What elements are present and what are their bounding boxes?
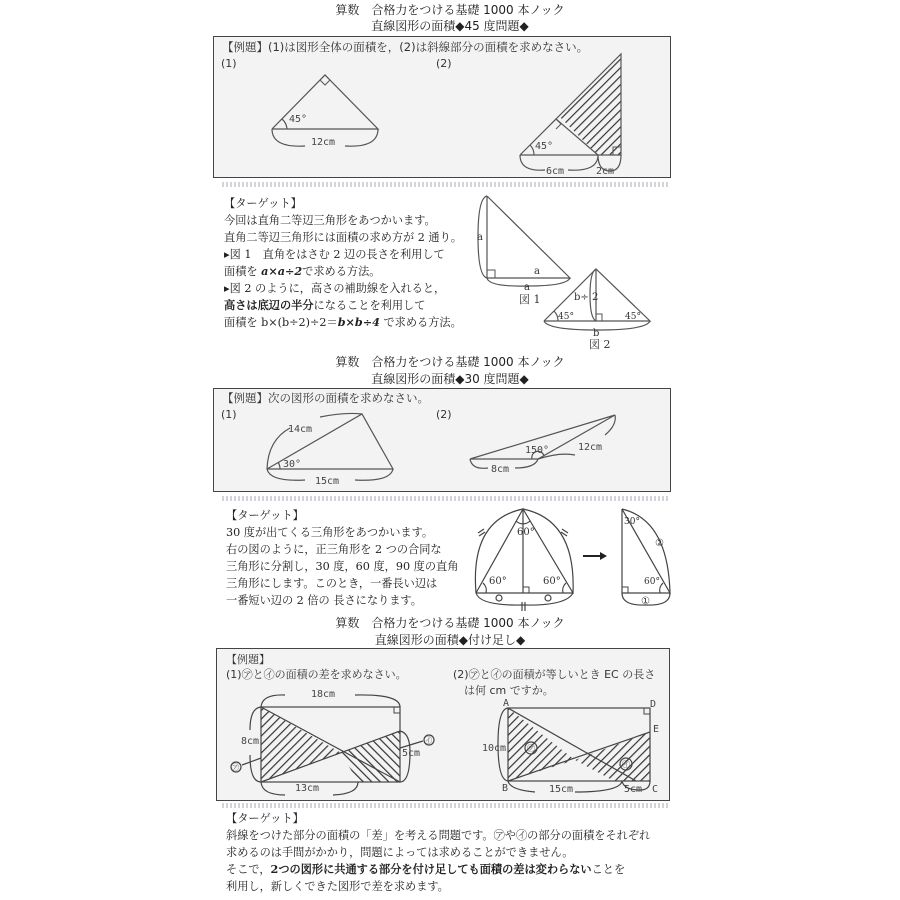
section3-subtitle: 直線図形の面積◆付け足し◆ (374, 633, 526, 647)
section1-target (224, 195, 462, 331)
svg-text:B: B (502, 783, 509, 794)
svg-text:12cm: 12cm (578, 442, 603, 453)
part1-text: (1)㋐と㋑の面積の差を求めなさい。 (226, 668, 407, 681)
part2-label: (2) (436, 57, 452, 70)
section3-title: 算数 合格力をつける基礎 1000 本ノック (335, 616, 565, 630)
part2-label: (2) (436, 408, 452, 421)
part1-label: (1) (221, 57, 237, 70)
example-heading: 【例題】次の図形の面積を求めなさい。 (222, 391, 429, 405)
target-line: 30 度が出てくる三角形をあつかいます。 (226, 526, 434, 539)
svg-text:図 2: 図 2 (589, 338, 611, 351)
svg-text:8cm: 8cm (241, 736, 260, 747)
part2-text: は何 cm ですか。 (464, 684, 554, 697)
svg-text:a: a (534, 266, 540, 277)
svg-text:6cm: 6cm (546, 166, 565, 177)
section3-target (226, 810, 650, 895)
svg-text:図 1: 図 1 (519, 293, 541, 306)
part2-text: (2)㋐と㋑の面積が等しいとき EC の長さ (453, 668, 656, 681)
svg-text:D: D (650, 699, 657, 710)
svg-text:b: b (593, 328, 600, 339)
svg-text:12cm: 12cm (311, 137, 336, 148)
section1-title: 算数 合格力をつける基礎 1000 本ノック (335, 3, 565, 17)
svg-text:①: ① (641, 596, 650, 607)
section1-divider (222, 182, 670, 187)
svg-text:A: A (503, 698, 510, 709)
fig-right-isosceles-triangle (272, 75, 378, 146)
svg-text:15cm: 15cm (549, 784, 574, 795)
svg-text:C: C (652, 784, 659, 795)
target-line: 高さは底辺の半分になることを利用して (224, 298, 426, 312)
target-heading: 【ターゲット】 (226, 812, 304, 825)
fig-hatched-triangle (520, 54, 621, 171)
example-heading: 【例題】(1)は図形全体の面積を，(2)は斜線部分の面積を求めなさい。 (222, 40, 589, 54)
svg-text:60°: 60° (489, 576, 507, 587)
section3-divider (222, 803, 670, 808)
target-line: 求めるのは手間がかかり，問題によっては求めることができません。 (226, 846, 574, 859)
svg-text:15cm: 15cm (315, 476, 340, 487)
section2-title: 算数 合格力をつける基礎 1000 本ノック (335, 355, 565, 369)
svg-text:45°: 45° (535, 141, 554, 152)
svg-text:5cm: 5cm (402, 748, 421, 759)
target-line: ▸図 2 のように，高さの補助線を入れると， (224, 282, 446, 295)
target-line: 直角二等辺三角形には面積の求め方が 2 通り。 (224, 231, 462, 244)
target-line: 利用し，新しくできた図形で差を求めます。 (226, 880, 449, 893)
section3-figures (0, 640, 900, 810)
svg-text:45°: 45° (558, 312, 574, 322)
svg-text:E: E (653, 724, 660, 735)
fig-30deg-triangle (267, 413, 393, 480)
svg-text:150°: 150° (525, 445, 550, 456)
section2-divider (222, 496, 670, 501)
section2-subtitle: 直線図形の面積◆30 度問題◆ (371, 372, 529, 386)
target-line: 一番短い辺の 2 倍の 長さになります。 (226, 594, 422, 607)
svg-text:13cm: 13cm (295, 783, 320, 794)
svg-text:②: ② (655, 538, 664, 549)
svg-text:30°: 30° (624, 517, 640, 527)
svg-text:60°: 60° (517, 527, 535, 538)
target-line: ▸図 1 直角をはさむ 2 辺の長さを利用して (224, 248, 445, 261)
target-line: そこで，2つの図形に共通する部分を付け足しても面積の差は変わらないことを (226, 862, 626, 876)
svg-text:45°: 45° (289, 114, 308, 125)
section1-subtitle: 直線図形の面積◆45 度問題◆ (371, 19, 529, 33)
svg-text:2cm: 2cm (596, 166, 615, 177)
target-equilateral-triangle (475, 509, 573, 611)
svg-text:8cm: 8cm (491, 464, 510, 475)
svg-text:a: a (524, 282, 530, 293)
svg-text:㋐: ㋐ (527, 744, 535, 753)
target-fig1-right-triangle (478, 196, 570, 286)
svg-text:5cm: 5cm (624, 784, 643, 795)
svg-text:30°: 30° (283, 459, 302, 470)
svg-text:㋑: ㋑ (622, 760, 630, 769)
svg-text:㋐: ㋐ (231, 763, 239, 772)
example-heading: 【例題】 (226, 653, 270, 666)
arrow-right-icon (583, 552, 607, 560)
target-line: 斜線をつけた部分の面積の「差」を考える問題です。㋐や㋑の部分の面積をそれぞれ (226, 829, 651, 842)
svg-text:60°: 60° (543, 576, 561, 587)
svg-text:18cm: 18cm (311, 689, 336, 700)
part1-label: (1) (221, 408, 237, 421)
target-line: 三角形に分割し，30 度，60 度，90 度の直角 (226, 560, 459, 573)
target-line: 面積を b×(b÷2)÷2＝b×b÷4 で求める方法。 (224, 315, 462, 329)
target-line: 三角形にします。このとき，一番長い辺は (226, 577, 438, 590)
target-line: 面積を a×a÷2で求める方法。 (224, 264, 381, 278)
target-heading: 【ターゲット】 (226, 509, 304, 522)
target-line: 今回は直角二等辺三角形をあつかいます。 (224, 214, 436, 227)
svg-text:㋑: ㋑ (424, 736, 432, 745)
svg-text:45°: 45° (625, 312, 641, 322)
target-line: 右の図のように，正三角形を 2 つの合同な (226, 543, 442, 556)
target-heading: 【ターゲット】 (224, 197, 302, 210)
svg-text:10cm: 10cm (482, 743, 507, 754)
svg-text:14cm: 14cm (288, 424, 313, 435)
svg-text:b÷ 2: b÷ 2 (574, 292, 599, 303)
svg-text:a: a (477, 232, 483, 243)
svg-text:60°: 60° (644, 577, 660, 587)
fig-rectangle-1 (231, 695, 434, 795)
section2-target (226, 507, 458, 609)
